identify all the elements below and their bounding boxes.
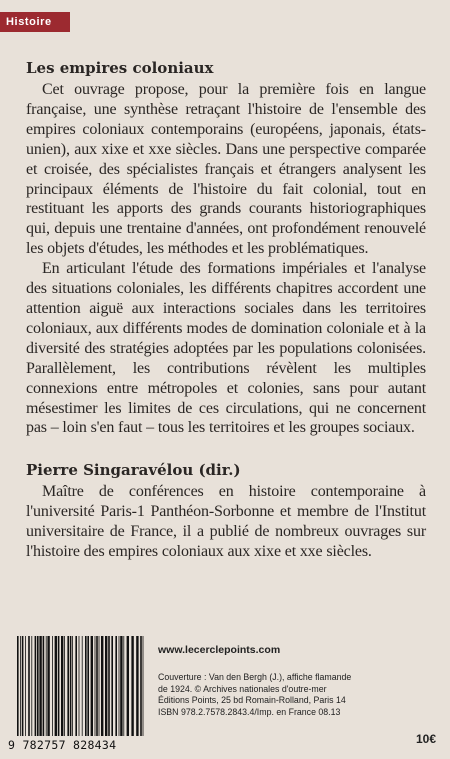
barcode <box>13 636 148 736</box>
author-bio: Maître de conférences en histoire contemporaine à l'université Paris-1 Panthéon-Sorbonne et membre de l'Institut universitaire de France, il a publié de nombreux ouvrages sur l'histoire des empires coloniaux aux xixe et xxe siècles. <box>26 483 426 561</box>
barcode-digits: 9 782757 828434 <box>8 738 117 752</box>
credit-line: de 1924. © Archives nationales d'outre-mer <box>158 683 327 694</box>
author-name: Pierre Singaravélou (dir.) <box>26 461 241 480</box>
summary-paragraph-2: En articulant l'étude des formations impériales et l'analyse des situations coloniales, les différents chapitres accordent une attention aiguë aux interactions sociales dans les territoires coloniaux, aux différents modes de domination coloniale et à la diversité des stratégies adoptées par les populations colonisées. Parallèlement, les contributions révèlent les multiples connexions entre métropoles et colonies, sans pour autant mésestimer les limites de ces circulations, qui ne concernent pas – loin s'en faut – tous les territoires et les groupes sociaux. <box>26 260 426 437</box>
credits <box>158 672 438 718</box>
book-title: Les empires coloniaux <box>26 59 214 77</box>
back-cover-text <box>26 50 426 562</box>
credit-line: ISBN 978.2.7578.2843.4/Imp. en France 08.13 <box>158 706 341 717</box>
publisher-website: www.lecerclepoints.com <box>158 644 281 656</box>
credit-line: Couverture : Van den Bergh (J.), affiche flamande <box>158 672 352 682</box>
credit-line: Éditions Points, 25 bd Romain-Rolland, Paris 14 <box>158 695 346 705</box>
collection-tag: Histoire <box>0 12 70 32</box>
price: 10€ <box>415 732 436 746</box>
summary-paragraph-1: Cet ouvrage propose, pour la première fois en langue française, une synthèse retraçant l'histoire de l'ensemble des empires coloniaux contemporains (européens, japonais, états-unien), aux xixe et xxe siècles. Dans une perspective comparée et croisée, des spécialistes français et étrangers analysent les principaux éléments de l'histoire du fait colonial, tout en restituant les apports des grands courants historiographiques qui, depuis une trentaine d'années, ont profondément renouvelé les objets d'études, les méthodes et les problématiques. <box>26 81 426 258</box>
back-cover-footer <box>0 628 450 759</box>
